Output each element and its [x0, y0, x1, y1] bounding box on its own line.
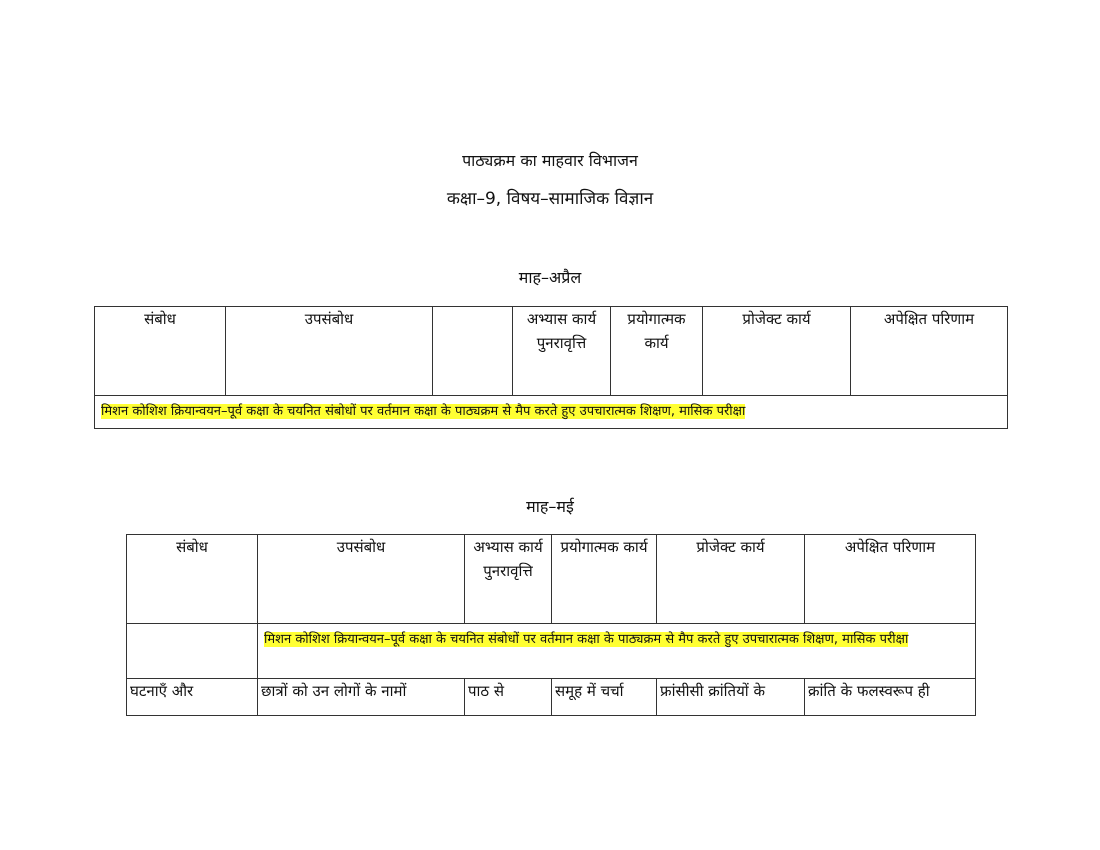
april-note: मिशन कोशिश क्रियान्वयन–पूर्व कक्षा के चयनित संबोधों पर वर्तमान कक्षा के पाठ्यक्रम से मैप करते हुए उपचारात्मक शिक्षण, मासिक परीक्षा: [101, 404, 746, 419]
month-heading-april: माह–अप्रैल: [518, 268, 582, 287]
may-row-1: [127, 679, 976, 716]
april-header-blank: [433, 307, 513, 396]
may-cell-upsambodh: छात्रों को उन लोगों के नामों: [258, 679, 465, 716]
month-heading-may: माह–मई: [526, 497, 574, 516]
may-cell-prayogatmak: समूह में चर्चा: [552, 679, 657, 716]
april-header-apekshit: अपेक्षित परिणाम: [851, 307, 1008, 396]
may-header-apekshit: अपेक्षित परिणाम: [805, 535, 976, 624]
may-header-sambodh: संबोध: [127, 535, 258, 624]
april-header-sambodh: संबोध: [95, 307, 226, 396]
april-header-abhyas: अभ्यास कार्य पुनरावृत्ति: [513, 307, 611, 396]
may-header-prayogatmak: प्रयोगात्मक कार्य: [552, 535, 657, 624]
april-header-row: [95, 307, 1008, 396]
may-header-upsambodh: उपसंबोध: [258, 535, 465, 624]
april-header-prayogatmak: प्रयोगात्मक कार्य: [611, 307, 703, 396]
april-header-upsambodh: उपसंबोध: [226, 307, 433, 396]
may-cell-abhyas: पाठ से: [465, 679, 552, 716]
may-note: मिशन कोशिश क्रियान्वयन–पूर्व कक्षा के चयनित संबोधों पर वर्तमान कक्षा के पाठ्यक्रम से मैप करते हुए उपचारात्मक शिक्षण, मासिक परीक्षा: [264, 632, 909, 647]
document-subtitle: कक्षा–9, विषय–सामाजिक विज्ञान: [446, 189, 654, 209]
document-title: पाठ्यक्रम का माहवार विभाजन: [462, 151, 638, 170]
may-cell-project: फ्रांसीसी क्रांतियों के: [657, 679, 805, 716]
may-table: [126, 534, 976, 716]
april-table: [94, 306, 1008, 429]
may-header-row: [127, 535, 976, 624]
may-header-project: प्रोजेक्ट कार्य: [657, 535, 805, 624]
may-note-row: [127, 624, 976, 679]
may-header-abhyas: अभ्यास कार्य पुनरावृत्ति: [465, 535, 552, 624]
may-cell-apekshit: क्रांति के फलस्वरूप ही: [805, 679, 976, 716]
may-cell-sambodh: घटनाएँ और: [127, 679, 258, 716]
april-header-project: प्रोजेक्ट कार्य: [703, 307, 851, 396]
april-note-row: [95, 396, 1008, 429]
